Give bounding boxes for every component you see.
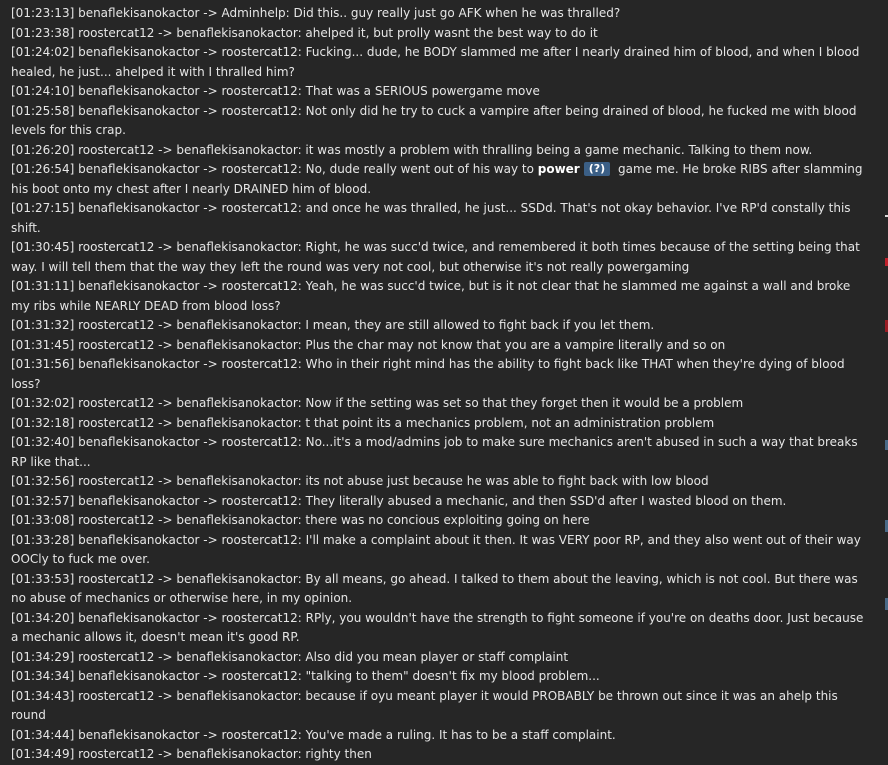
chat-message: [01:26:20] roostercat12 -> benaflekisanokactor: it was mostly a problem with thralling being a game mechanic. Talking to them now. <box>11 142 813 157</box>
chat-message: [01:32:02] roostercat12 -> benaflekisanokactor: Now if the setting was set so that they forget then it would be a problem <box>11 396 744 410</box>
chat-message: [01:32:56] roostercat12 -> benaflekisanokactor: its not abuse just because he was able to fight back with low blood <box>11 474 709 488</box>
chat-message: [01:32:57] benaflekisanokactor -> roostercat12: They literally abused a mechanic, and then SSD'd after I wasted blood on them. <box>11 493 787 508</box>
chat-message: [01:33:53] roostercat12 -> benaflekisanokactor: By all means, go ahead. I talked to them about the leaving, which is not cool. But there was no abuse of mechanics or otherwise here, in my opinion. <box>11 571 862 605</box>
chat-message: [01:32:40] benaflekisanokactor -> roostercat12: No...it's a mod/admins job to make sure mechanics aren't abused in such a way that breaks RP like that... <box>11 435 862 469</box>
chat-message: [01:23:13] benaflekisanokactor -> Adminhelp: Did this.. guy really just go AFK when he was thralled? <box>11 6 621 20</box>
chat-log <box>0 4 876 765</box>
scrollbar-markers <box>884 0 888 750</box>
chat-message: [01:31:11] benaflekisanokactor -> roostercat12: Yeah, he was succ'd twice, but is it not clear that he slammed me against a wall and broke my ribs while NEARLY DEAD from blood loss? <box>11 279 855 313</box>
chat-message: [01:24:10] benaflekisanokactor -> roostercat12: That was a SERIOUS powergame move <box>11 84 540 98</box>
chat-message: [01:34:49] roostercat12 -> benaflekisanokactor: righty then <box>11 747 372 761</box>
chat-message: [01:33:08] roostercat12 -> benaflekisanokactor: there was no concious exploiting going on here <box>11 513 590 527</box>
chat-message: [01:33:28] benaflekisanokactor -> roostercat12: I'll make a complaint about it then. It was VERY poor RP, and they also went out of their way OOCly to fuck me over. <box>11 532 865 566</box>
chat-message: [01:31:45] roostercat12 -> benaflekisanokactor: Plus the char may not know that you are a vampire literally and so on <box>11 337 726 352</box>
chat-message: [01:34:34] benaflekisanokactor -> roostercat12: "talking to them" doesn't fix my blood problem... <box>11 669 600 683</box>
chat-message: [01:34:29] roostercat12 -> benaflekisanokactor: Also did you mean player or staff complaint <box>11 649 569 664</box>
chat-message: [01:31:56] benaflekisanokactor -> roostercat12: Who in their right mind has the ability to fight back like THAT when they're dying of blood loss? <box>11 357 849 391</box>
chat-message: [01:26:54] benaflekisanokactor -> roostercat12: No, dude really went out of his way to power (?) game me. He broke RIBS after slamming his boot onto my chest after I nearly DRAINED him of blood. <box>11 162 867 196</box>
chat-message: [01:32:18] roostercat12 -> benaflekisanokactor: t that point its a mechanics problem, not an administration problem <box>11 415 715 430</box>
chat-message: [01:30:45] roostercat12 -> benaflekisanokactor: Right, he was succ'd twice, and remembered it both times because of the setting being that way. I will tell them that the way they left the round was very not cool, but otherwise it's not really powergaming <box>11 240 864 274</box>
chat-message: [01:34:44] benaflekisanokactor -> roostercat12: You've made a ruling. It has to be a staff complaint. <box>11 727 616 742</box>
chat-message: [01:34:43] roostercat12 -> benaflekisanokactor: because if oyu meant player it would PROBABLY be thrown out since it was an ahelp this round <box>11 688 842 722</box>
chat-message: [01:25:58] benaflekisanokactor -> roostercat12: Not only did he try to cuck a vampire after being drained of blood, he fucked me with blood levels for this crap. <box>11 103 861 137</box>
chat-message: [01:27:15] benaflekisanokactor -> roostercat12: and once he was thralled, he just... SSDd. That's not okay behavior. I've RP'd constally this shift. <box>11 201 855 235</box>
emphasis-word: power <box>537 162 580 176</box>
help-badge[interactable]: (?) <box>584 162 610 176</box>
chat-message: [01:31:32] roostercat12 -> benaflekisanokactor: I mean, they are still allowed to fight back if you let them. <box>11 318 655 332</box>
chat-message: [01:24:02] benaflekisanokactor -> roostercat12: Fucking... dude, he BODY slammed me after I nearly drained him of blood, and when I blood healed, he just... ahelped it with I thralled him? <box>11 45 864 79</box>
chat-message: [01:34:20] benaflekisanokactor -> roostercat12: RPly, you wouldn't have the strength to fight someone if you're on deaths door. Just because a mechanic allows it, doesn't mean it's good RP. <box>11 610 868 644</box>
chat-message: [01:23:38] roostercat12 -> benaflekisanokactor: ahelped it, but prolly wasnt the best way to do it <box>11 25 598 40</box>
